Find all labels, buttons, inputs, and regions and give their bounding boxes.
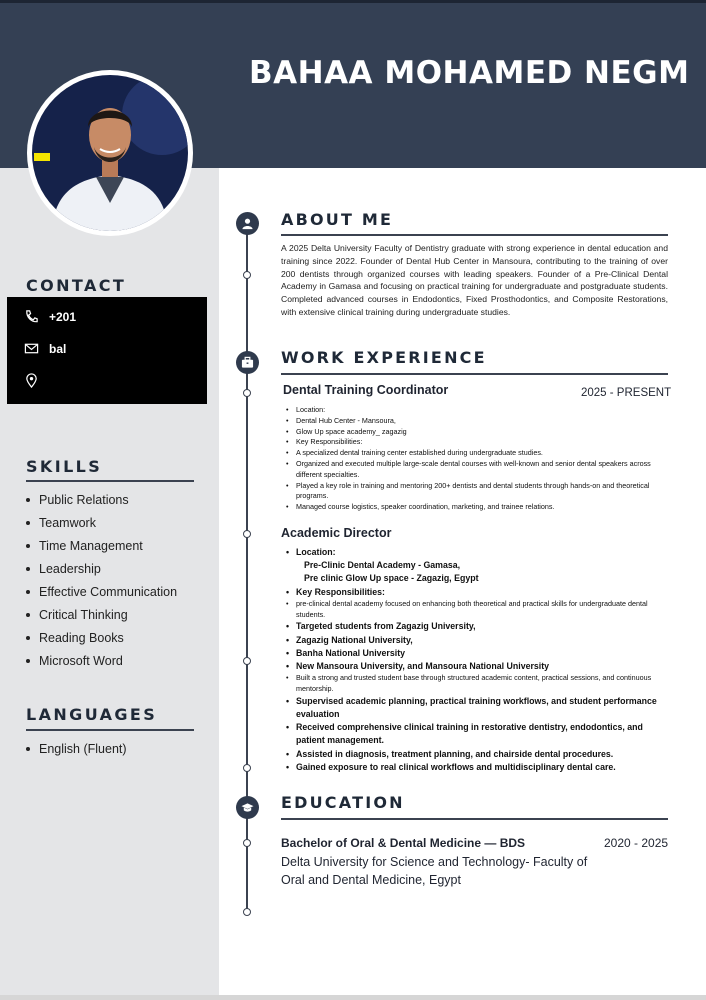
bullet-item: • Received comprehensive clinical training in restorative dentistry, endodontics, and patient management. (284, 721, 670, 747)
about-rule (281, 234, 668, 236)
about-text: A 2025 Delta University Faculty of Dentistry graduate with strong experience in dental education and training since 2022. Founder of Dental Hub Center in Mansoura, contributing to the training of over 200 dentists through organized courses with leading speakers. Founder of a Pre-Clinical Dental Academy in Gamasa and focusing on practical training for undergraduate and postgraduate students. Completed advanced courses in Endodontics, Fixed Prosthodontics, and Composite Restorations, with extensive clinical training during undergraduate studies. (281, 243, 668, 317)
skill-item: Reading Books (26, 626, 177, 649)
about-marker (236, 212, 259, 235)
briefcase-icon (241, 356, 254, 369)
contact-location (24, 373, 49, 388)
bullet-item: • Managed course logistics, speaker coordination, marketing, and trainee relations. (284, 502, 670, 513)
bullet-item: Pre clinic Glow Up space - Zagazig, Egypt (304, 573, 479, 584)
skill-item: Time Management (26, 534, 177, 557)
education-degree: Bachelor of Oral & Dental Medicine — BDS (281, 836, 526, 850)
experience-rule (281, 373, 668, 375)
education-date: 2020 - 2025 (604, 836, 669, 850)
languages-list (26, 737, 127, 760)
education-rule (281, 818, 668, 820)
location-pin-icon (24, 373, 39, 388)
timeline-dot (243, 657, 251, 665)
contact-phone[interactable] (24, 309, 76, 324)
skills-heading: SKILLS (26, 457, 103, 476)
education-heading: EDUCATION (281, 793, 405, 812)
profile-photo-image (32, 75, 188, 231)
bullet-item: • Location: (284, 405, 670, 416)
mail-icon (24, 341, 39, 356)
timeline-dot (243, 389, 251, 397)
bullet-item: • Supervised academic planning, practical training workflows, and student performance evaluation (284, 695, 670, 721)
bullet-item: • Glow Up space academy_ zagazig (284, 427, 670, 438)
skills-list (26, 488, 177, 672)
timeline-dot (243, 530, 251, 538)
education-marker (236, 796, 259, 819)
bullet-item: • Built a strong and trusted student base through structured academic content, practical sessions, and continuous mentorship. (284, 673, 670, 695)
bullet-item: • Played a key role in training and mentoring 200+ dentists and dental students through hands-on and theoretical programs. (284, 481, 670, 503)
skill-item: Public Relations (26, 488, 177, 511)
job-date: 2025 - PRESENT (581, 387, 672, 399)
bullet-item: • Targeted students from Zagazig University, (284, 620, 670, 633)
timeline-dot (243, 764, 251, 772)
profile-photo (27, 70, 193, 236)
skill-item: Microsoft Word (26, 649, 177, 672)
contact-email[interactable] (24, 341, 66, 356)
page-edge (0, 995, 706, 1000)
bullet-item: • Location: (284, 546, 670, 559)
bullet-item: • Zagazig National University, (284, 634, 670, 647)
profile-icon (241, 217, 254, 230)
candidate-name: BAHAA MOHAMED NEGM (249, 55, 690, 91)
bullet-item: • Banha National University (284, 647, 670, 660)
experience-marker (236, 351, 259, 374)
job-title: Academic Director (281, 526, 392, 540)
about-heading: ABOUT ME (281, 210, 394, 229)
bullet-item: • Key Responsibilities: (284, 586, 670, 599)
job-bullets (284, 546, 670, 774)
bullet-item: • A specialized dental training center established during undergraduate studies. (284, 448, 670, 459)
languages-heading: LANGUAGES (26, 705, 158, 724)
bullet-item: • pre-clinical dental academy focused on enhancing both theoretical and practical skills for undergraduate dental students. (284, 599, 670, 621)
contact-box (7, 297, 207, 404)
education-school: Delta University for Science and Technology- Faculty of Oral and Dental Medicine, Egypt (281, 855, 588, 887)
timeline-dot (243, 271, 251, 279)
languages-rule (26, 729, 194, 731)
bullet-item: • Dental Hub Center - Mansoura, (284, 416, 670, 427)
skill-item: Critical Thinking (26, 603, 177, 626)
timeline-dot (243, 908, 251, 916)
job-bullets (284, 405, 670, 513)
bullet-item: • Key Responsibilities: (284, 437, 670, 448)
language-item: English (Fluent) (26, 737, 127, 760)
skill-item: Effective Communication (26, 580, 177, 603)
graduation-cap-icon (241, 801, 254, 814)
contact-heading: CONTACT (26, 276, 127, 295)
timeline-dot (243, 839, 251, 847)
skill-item: Teamwork (26, 511, 177, 534)
experience-heading: WORK EXPERIENCE (281, 348, 487, 367)
phone-text: +201 (49, 309, 77, 324)
email-text: bal (49, 341, 67, 356)
job-title: Dental Training Coordinator (283, 383, 449, 397)
skill-item: Leadership (26, 557, 177, 580)
bullet-item: Pre-Clinic Dental Academy - Gamasa, (304, 560, 461, 571)
skills-rule (26, 480, 194, 482)
bullet-item: • Gained exposure to real clinical workflows and multidisciplinary dental care. (284, 761, 670, 774)
bullet-item: • New Mansoura University, and Mansoura National University (284, 660, 670, 673)
bullet-item: • Assisted in diagnosis, treatment planning, and chairside dental procedures. (284, 748, 670, 761)
bullet-item: • Organized and executed multiple large-scale dental courses with well-known and senior dental speakers across different specialties. (284, 459, 670, 481)
phone-icon (24, 309, 39, 324)
